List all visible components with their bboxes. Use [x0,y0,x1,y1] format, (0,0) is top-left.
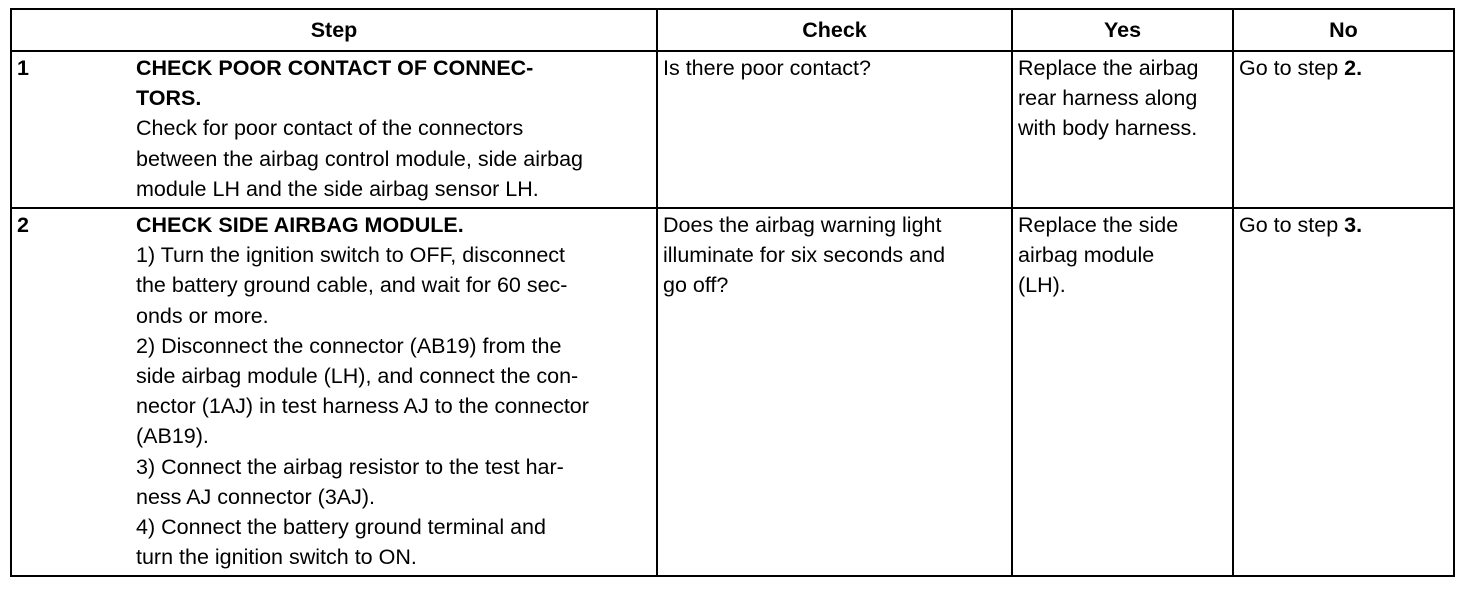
step-body-line: turn the ignition switch to ON. [136,545,417,570]
troubleshooting-table [10,8,1455,577]
check-line: illuminate for six seconds and [663,243,946,268]
table-row [11,208,1454,576]
step-description [132,52,656,204]
step-body-line: onds or more. [136,303,269,328]
yes-line: rear harness along [1018,86,1198,111]
no-cell [1233,208,1454,576]
step-number: 1 [17,56,29,80]
step-cell [11,51,657,208]
check-line: go off? [663,273,729,298]
check-cell [657,51,1012,208]
step-body-line: 3) Connect the airbag resistor to the test har- [136,454,564,479]
no-step-ref: 2 [1344,56,1357,80]
step-body-line: between the airbag control module, side airbag [136,146,584,171]
no-step-end: . [1356,56,1363,80]
step-body-line: nector (1AJ) in test harness AJ to the connector [136,394,589,419]
no-cell [1233,51,1454,208]
check-line: Is there poor contact? [663,56,871,80]
step-body-line: side airbag module (LH), and connect the con- [136,364,579,389]
step-body-line: the battery ground cable, and wait for 60 sec- [136,273,568,298]
yes-line: airbag module [1018,243,1155,268]
step-body-line: Check for poor contact of the connectors [136,116,524,141]
step-body-line: 4) Connect the battery ground terminal and [136,515,546,540]
no-text: Go to step [1239,56,1345,80]
step-body-line: 2) Disconnect the connector (AB19) from the [136,333,562,358]
no-text: Go to step [1239,213,1345,237]
yes-cell [1012,208,1233,576]
step-description [132,209,656,572]
no-step-ref: 3 [1344,213,1357,237]
yes-line: Replace the side [1018,213,1179,237]
header-step: Step [11,9,657,51]
step-body-line: 1) Turn the ignition switch to OFF, disconnect [136,243,566,268]
yes-line: with body harness. [1018,116,1198,141]
step-body-line: (AB19). [136,424,209,449]
check-line: Does the airbag warning light [663,213,942,237]
header-check: Check [657,9,1012,51]
step-body-line: module LH and the side airbag sensor LH. [136,176,539,201]
step-title-line: CHECK SIDE AIRBAG MODULE. [136,213,464,237]
no-step-end: . [1356,213,1363,237]
step-body-line: ness AJ connector (3AJ). [136,484,375,509]
yes-cell [1012,51,1233,208]
table-row [11,51,1454,208]
check-cell [657,208,1012,576]
header-yes: Yes [1012,9,1233,51]
yes-line: Replace the airbag [1018,56,1199,80]
step-title-line: CHECK POOR CONTACT OF CONNEC- [136,56,534,80]
step-cell [11,208,657,576]
yes-line: (LH). [1018,273,1066,298]
header-no: No [1233,9,1454,51]
step-title-line: TORS. [136,86,202,111]
table-header-row [11,9,1454,51]
step-number: 2 [17,213,29,237]
